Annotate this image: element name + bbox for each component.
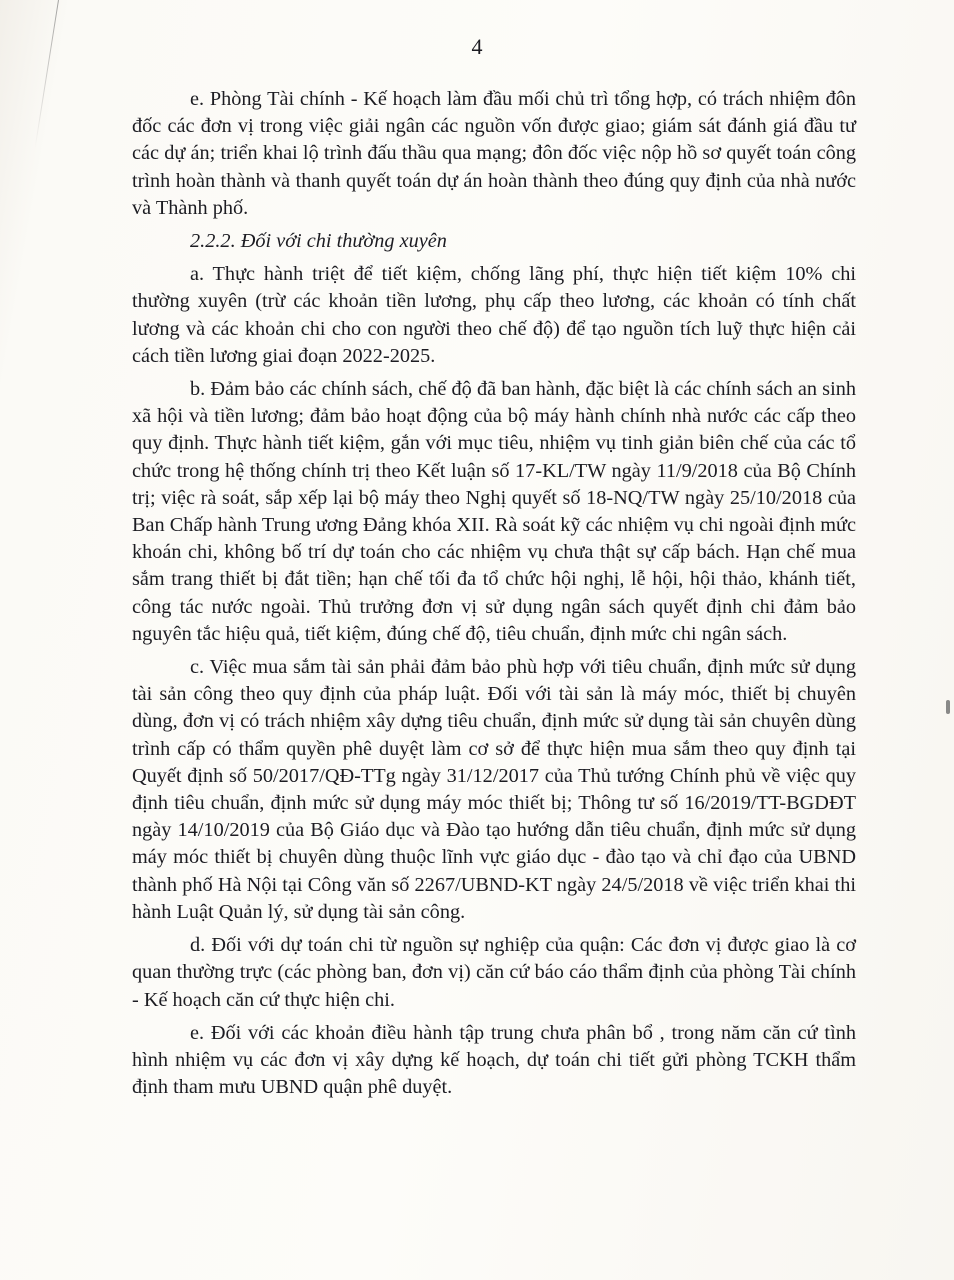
document-body — [132, 86, 856, 1107]
edge-mark — [946, 700, 950, 714]
page-fold-line — [35, 0, 59, 148]
page-number: 4 — [471, 34, 483, 59]
paragraph-e-unallocated: e. Đối với các khoản điều hành tập trung chưa phân bổ , trong năm căn cứ tình hình nhiệm vụ các đơn vị xây dựng kế hoạch, dự toán chi tiết gửi phòng TCKH thẩm định tham mưu UBND quận phê duyệt. — [132, 1021, 856, 1099]
paragraph-a-savings: a. Thực hành triệt để tiết kiệm, chống lãng phí, thực hiện tiết kiệm 10% chi thường xuyên (trừ các khoản tiền lương, phụ cấp theo lương, các khoản có tính chất lương và các khoản chi cho con người theo chế độ) để tạo nguồn tích luỹ thực hiện cải cách tiền lương giai đoạn 2022-2025. — [132, 263, 856, 367]
section-heading-recurrent-spending: 2.2.2. Đối với chi thường xuyên — [190, 230, 447, 253]
paragraph-e-finance-planning: e. Phòng Tài chính - Kế hoạch làm đầu mối chủ trì tổng hợp, có trách nhiệm đôn đốc các đơn vị trong việc giải ngân các nguồn vốn được giao; giám sát đánh giá đầu tư các dự án; triển khai lộ trình đấu thầu qua mạng; đôn đốc việc nộp hồ sơ quyết toán công trình hoàn thành và thanh quyết toán dự án hoàn thành theo đúng quy định của nhà nước và Thành phố. — [132, 88, 856, 219]
paragraph-d-district-budget: d. Đối với dự toán chi từ nguồn sự nghiệp của quận: Các đơn vị được giao là cơ quan thường trực (các phòng ban, đơn vị) căn cứ báo cáo thẩm định của phòng Tài chính - Kế hoạch căn cứ thực hiện chi. — [132, 934, 856, 1011]
paragraph-c-asset-procurement: c. Việc mua sắm tài sản phải đảm bảo phù hợp với tiêu chuẩn, định mức sử dụng tài sản công theo quy định của pháp luật. Đối với tài sản là máy móc, thiết bị chuyên dùng, đơn vị có trách nhiệm xây dựng tiêu chuẩn, định mức sử dụng tài sản chuyên dùng trình cấp có thẩm quyền phê duyệt làm cơ sở để thực hiện mua sắm theo quy định tại Quyết định số 50/2017/QĐ-TTg ngày 31/12/2017 của Thủ tướng Chính phủ về việc quy định tiêu chuẩn, định mức sử dụng máy móc thiết bị; Thông tư số 16/2019/TT-BGDĐT ngày 14/10/2019 của Bộ Giáo dục và Đào tạo hướng dẫn tiêu chuẩn, định mức sử dụng máy móc thiết bị chuyên dùng thuộc lĩnh vực giáo dục - đào tạo và chỉ đạo của UBND thành phố Hà Nội tại Công văn số 2267/UBND-KT ngày 24/5/2018 về việc triển khai thi hành Luật Quản lý, sử dụng tài sản công. — [132, 656, 856, 923]
paragraph-b-policies: b. Đảm bảo các chính sách, chế độ đã ban hành, đặc biệt là các chính sách an sinh xã hội và tiền lương; đảm bảo hoạt động của bộ máy hành chính nhà nước các cấp theo quy định. Thực hành tiết kiệm, gắn với mục tiêu, nhiệm vụ tinh giản biên chế của các tổ chức trong hệ thống chính trị theo Kết luận số 17-KL/TW ngày 11/9/2018 của Bộ Chính trị; việc rà soát, sắp xếp lại bộ máy theo Nghị quyết số 18-NQ/TW ngày 25/10/2018 của Ban Chấp hành Trung ương Đảng khóa XII. Rà soát kỹ các nhiệm vụ chi ngoài định mức khoán chi, không bố trí dự toán cho các nhiệm vụ chưa thật sự cấp bách. Hạn chế mua sắm trang thiết bị đắt tiền; hạn chế tối đa tổ chức hội nghị, lễ hội, hội thảo, khánh tiết, công tác nước ngoài. Thủ trưởng đơn vị sử dụng ngân sách quyết định chi đảm bảo nguyên tắc hiệu quả, tiết kiệm, đúng chế độ, tiêu chuẩn, định mức chi ngân sách. — [132, 378, 856, 645]
